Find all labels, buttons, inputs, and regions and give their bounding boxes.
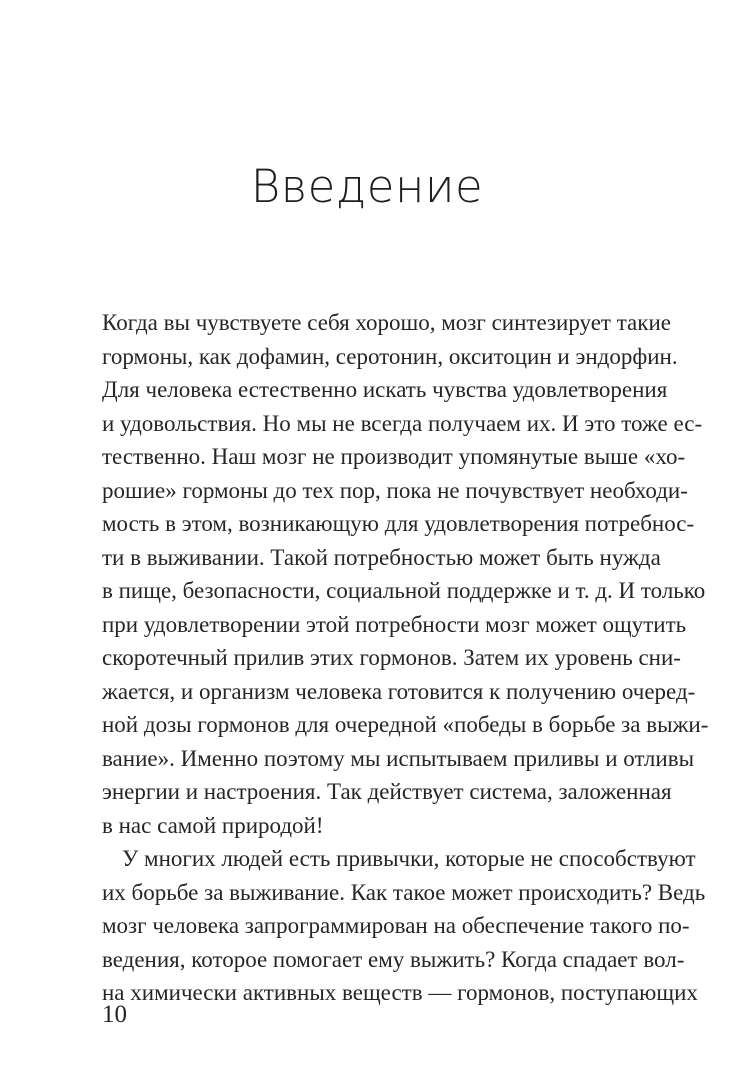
paragraph-line: в нас самой природой! bbox=[102, 812, 324, 838]
paragraph-line: при удовлетворении этой потребности мозг может ощутить bbox=[102, 611, 687, 637]
paragraph-line: мость в этом, возникающую для удовлетворения потребнос- bbox=[102, 511, 695, 536]
paragraph-line: рошие» гормоны до тех пор, пока не почувствует необходи- bbox=[102, 477, 688, 503]
paragraph-line: гормоны, как дофамин, серотонин, окситоцин и эндорфин. bbox=[102, 343, 678, 369]
paragraph-line: мозг человека запрограммирован на обеспечение такого по- bbox=[102, 913, 690, 938]
paragraph-line: У многих людей есть привычки, которые не способствуют bbox=[122, 846, 696, 871]
paragraph-line: тественно. Наш мозг не производит упомянутые выше «хо- bbox=[102, 444, 686, 469]
paragraph-line: ти в выживании. Такой потребностью может быть нужда bbox=[102, 544, 661, 570]
page-number: 10 bbox=[102, 1001, 127, 1028]
paragraph-line: вание». Именно поэтому мы испытываем приливы и отливы bbox=[102, 745, 695, 771]
paragraph-line: ной дозы гормонов для очередной «победы в борьбе за выжи- bbox=[102, 712, 709, 737]
paragraph-line: скоротечный прилив этих гормонов. Затем их уровень сни- bbox=[102, 645, 681, 670]
paragraph-line: Для человека естественно искать чувства удовлетворения bbox=[102, 377, 668, 402]
paragraph-line: Когда вы чувствуете себя хорошо, мозг синтезирует такие bbox=[102, 310, 671, 335]
chapter-title: Введение bbox=[250, 160, 484, 213]
paragraph-line: и удовольствия. Но мы не всегда получаем их. И это тоже ес- bbox=[102, 410, 703, 436]
paragraph-line: жается, и организм человека готовится к получению очеред- bbox=[102, 678, 696, 704]
paragraph-line: их борьбе за выживание. Как такое может происходить? Ведь bbox=[102, 879, 706, 905]
paragraph-line: энергии и настроения. Так действует система, заложенная bbox=[102, 779, 672, 804]
paragraph-line: на химически активных веществ — гормонов, поступающих bbox=[102, 980, 698, 1005]
paragraph-line: в пище, безопасности, социальной поддержке и т. д. И только bbox=[102, 578, 706, 603]
paragraph-line: ведения, которое помогает ему выжить? Когда спадает вол- bbox=[102, 946, 685, 972]
